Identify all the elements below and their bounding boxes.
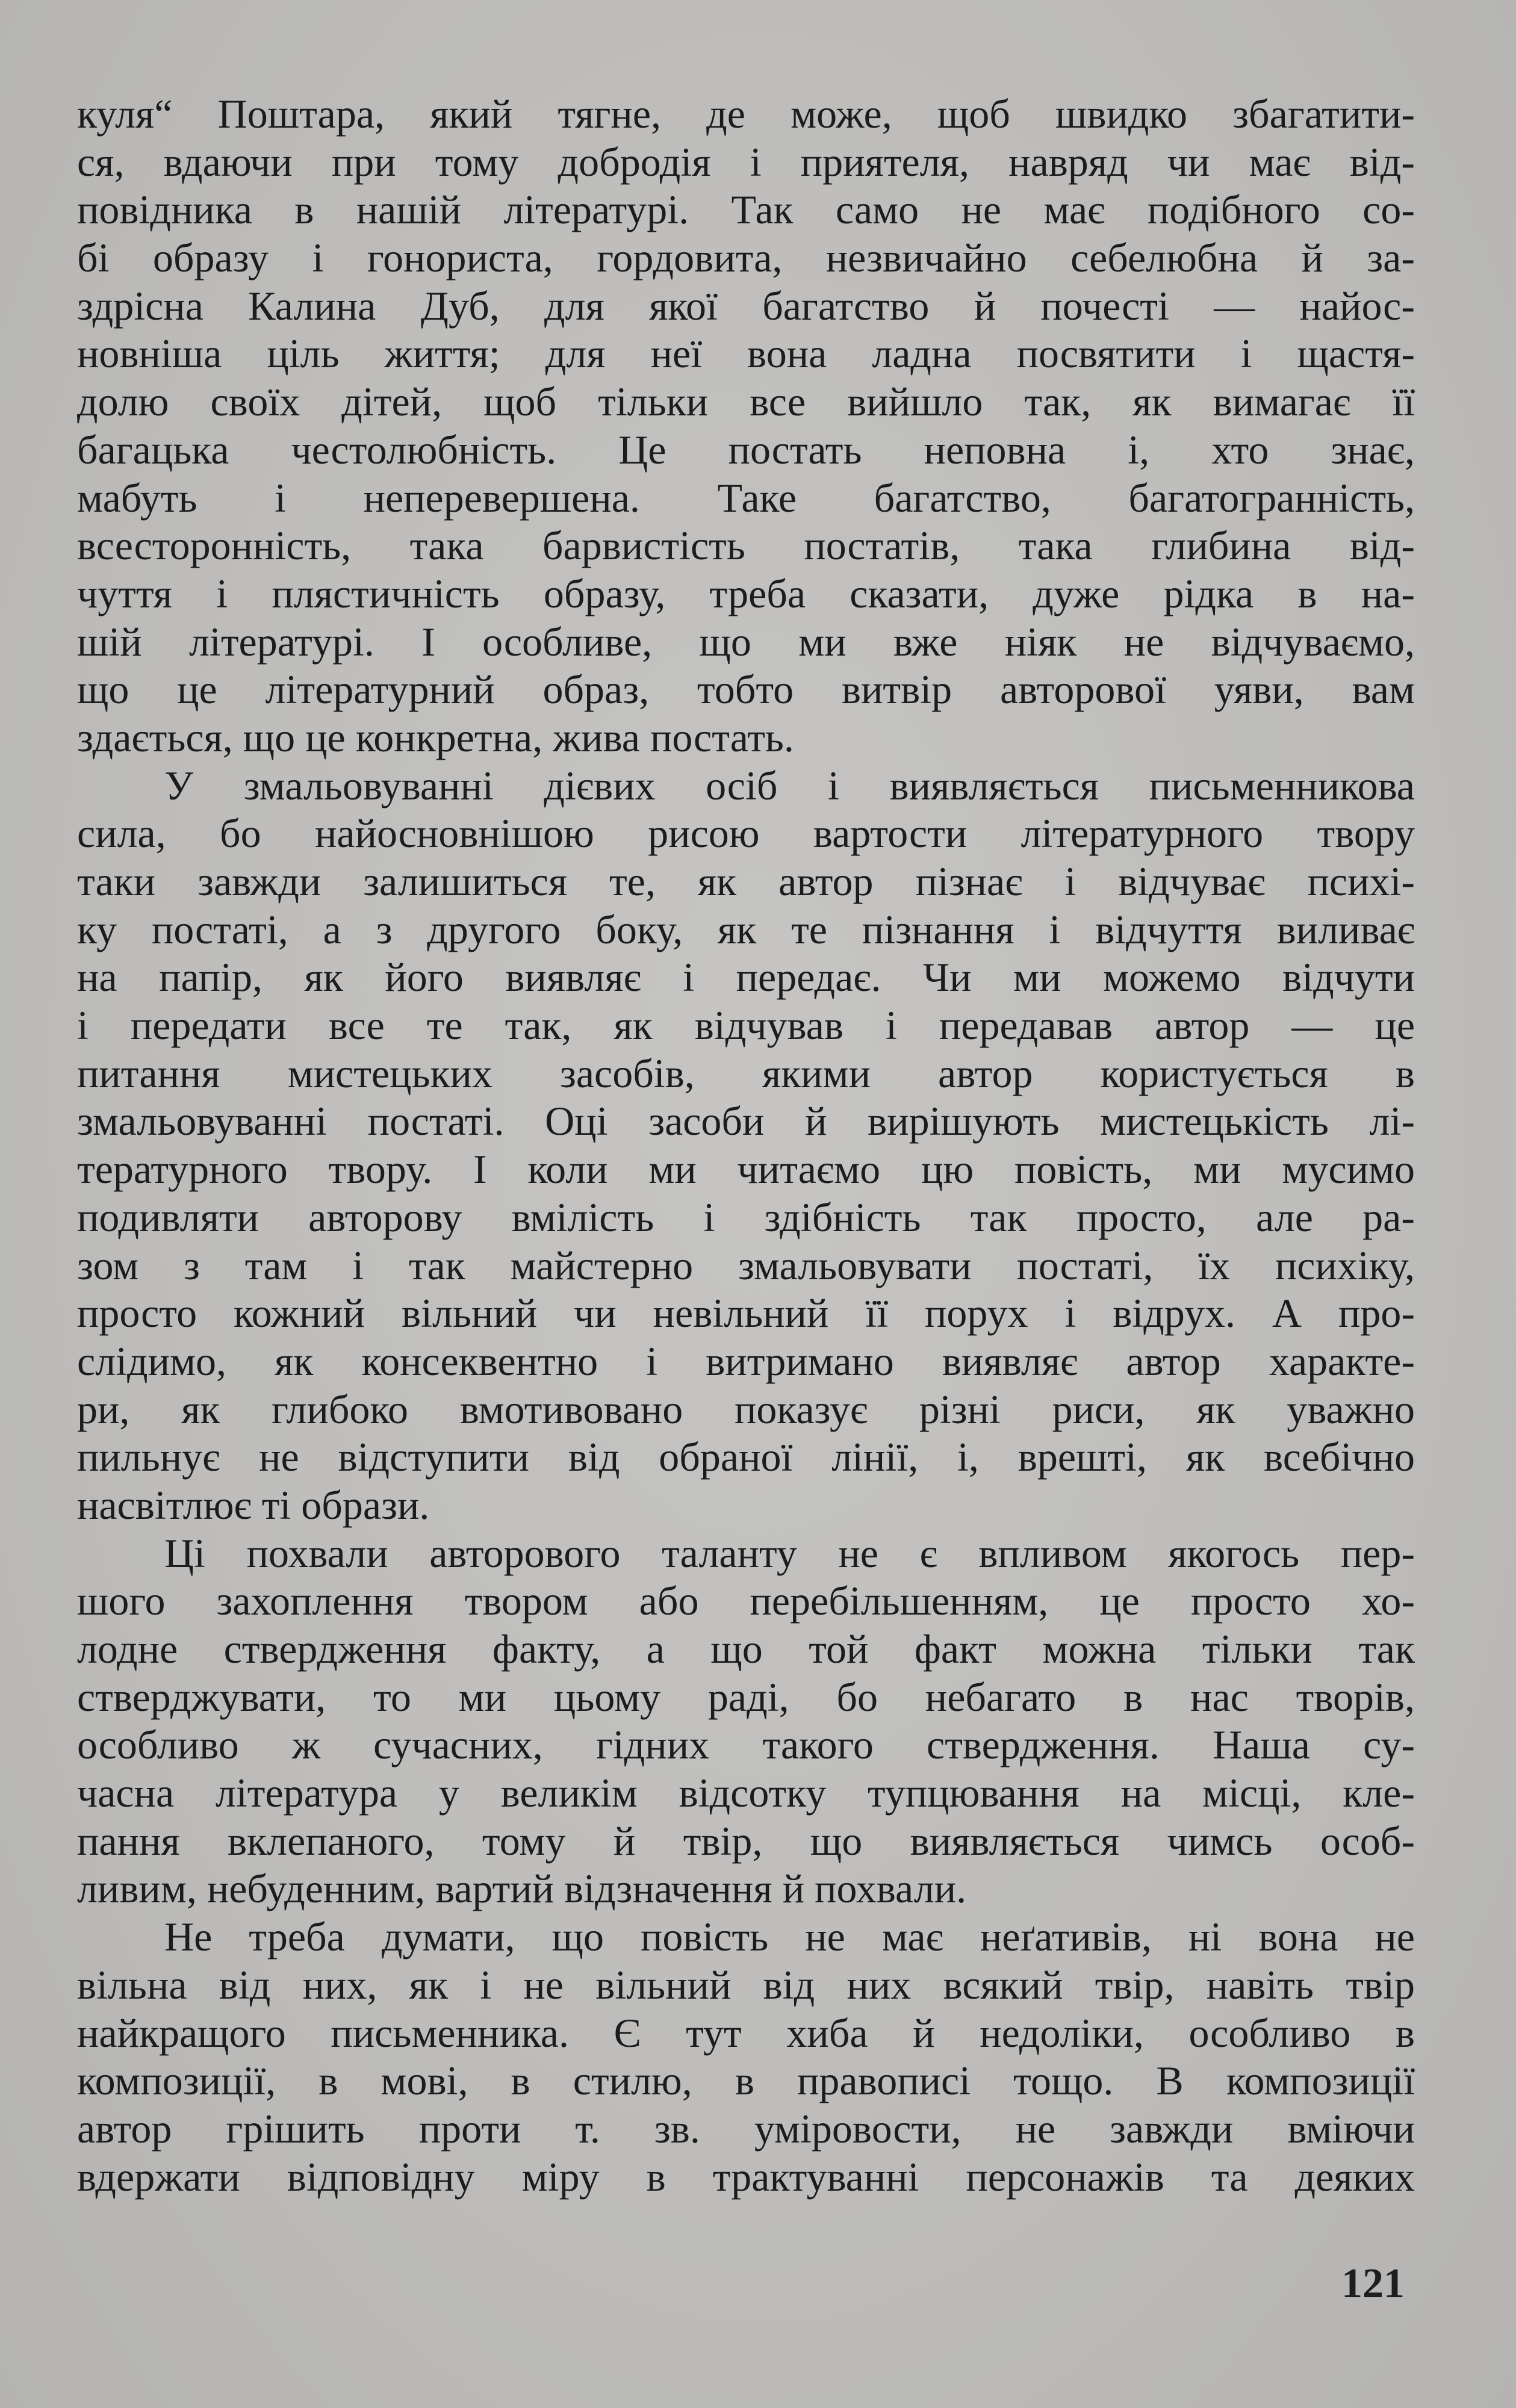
- paragraph: [77, 1530, 1415, 1914]
- text-line: багацька честолюбність. Це постать неповна і, хто знає,: [77, 426, 1415, 473]
- paragraph: [77, 90, 1415, 762]
- text-line: ри, як глибоко вмотивовано показує різні риси, як уважно: [77, 1386, 1415, 1432]
- text-line: найкращого письменника. Є тут хиба й недоліки, особливо в: [77, 2009, 1415, 2056]
- text-line: куля“ Поштара, який тягне, де може, щоб швидко збагатити-: [77, 91, 1415, 137]
- text-line: подивляти авторову вмілість і здібність так просто, але ра-: [77, 1194, 1415, 1240]
- text-line: таки завжди залишиться те, як автор пізнає і відчуває психі-: [77, 858, 1415, 904]
- text-line: бі образу і гонориста, гордовита, незвичайно себелюбна й за-: [77, 235, 1415, 281]
- text-line: композиції, в мові, в стилю, в правописі тощо. В композиції: [77, 2058, 1415, 2104]
- text-line: стверджувати, то ми цьому раді, бо небагато в нас творів,: [77, 1674, 1415, 1720]
- text-line: що це літературний образ, тобто витвір авторової уяви, вам: [77, 666, 1415, 713]
- text-line: ся, вдаючи при тому добродія і приятеля, навряд чи має від-: [77, 138, 1415, 185]
- text-line: У змальовуванні дієвих осіб і виявляється письменникова: [164, 762, 1415, 808]
- text-line: вдержати відповідну міру в трактуванні персонажів та деяких: [77, 2153, 1415, 2200]
- text-line: автор грішить проти т. зв. уміровости, не завжди вміючи: [77, 2105, 1415, 2152]
- text-line: тературного твору. І коли ми читаємо цю повість, ми мусимо: [77, 1146, 1415, 1193]
- text-line: змальовуванні постаті. Оці засоби й вирішують мистецькість лі-: [77, 1098, 1415, 1144]
- text-line: здається, що це конкретна, жива постать.: [77, 714, 794, 760]
- text-line: ливим, небуденним, вартий відзначення й похвали.: [77, 1866, 967, 1912]
- text-line: зом з там і так майстерно змальовувати постаті, їх психіку,: [77, 1242, 1415, 1288]
- text-line: Ці похвали авторового таланту не є впливом якогось пер-: [164, 1530, 1415, 1576]
- text-line: Не треба думати, що повість не має неґативів, ні вона не: [164, 1914, 1415, 1960]
- text-line: чуття і плястичність образу, треба сказати, дуже рідка в на-: [77, 570, 1415, 616]
- text-line: шого захоплення твором або перебільшенням, це просто хо-: [77, 1578, 1415, 1624]
- text-line: слідимо, як консеквентно і витримано виявляє автор характе-: [77, 1338, 1415, 1384]
- text-line: ку постаті, а з другого боку, як те пізнання і відчуття виливає: [77, 906, 1415, 952]
- text-line: пання вклепаного, тому й твір, що виявляється чимсь особ-: [77, 1817, 1415, 1864]
- text-line: часна література у великім відсотку тупцювання на місці, кле-: [77, 1770, 1415, 1816]
- text-line: насвітлює ті образи.: [77, 1482, 430, 1528]
- paragraph: [77, 1913, 1415, 2201]
- body-text: [77, 90, 1415, 2201]
- text-line: особливо ж сучасних, гідних такого ствердження. Наша су-: [77, 1722, 1415, 1768]
- paragraph: [77, 762, 1415, 1530]
- text-line: пильнує не відступити від обраної лінії, і, врешті, як всебічно: [77, 1434, 1415, 1480]
- text-line: і передати все те так, як відчував і передавав автор — це: [77, 1002, 1415, 1049]
- text-line: здрісна Калина Дуб, для якої багатство й почесті — найос-: [77, 282, 1415, 329]
- text-line: просто кожний вільний чи невільний її порух і відрух. А про-: [77, 1290, 1415, 1336]
- text-line: повідника в нашій літературі. Так само не має подібного со-: [77, 187, 1415, 233]
- text-line: всесторонність, така барвистість постатів, така глибина від-: [77, 523, 1415, 569]
- page-number: 121: [1341, 2261, 1405, 2307]
- text-line: питання мистецьких засобів, якими автор користується в: [77, 1050, 1415, 1096]
- text-line: мабуть і неперевершена. Таке багатство, багатогранність,: [77, 474, 1415, 521]
- text-line: на папір, як його виявляє і передає. Чи ми можемо відчути: [77, 954, 1415, 1001]
- text-line: шій літературі. І особливе, що ми вже ніяк не відчуваємо,: [77, 618, 1415, 665]
- text-line: долю своїх дітей, щоб тільки все вийшло так, як вимагає її: [77, 379, 1415, 425]
- text-line: вільна від них, як і не вільний від них всякий твір, навіть твір: [77, 1961, 1415, 2008]
- text-line: новніша ціль життя; для неї вона ладна посвятити і щастя-: [77, 330, 1415, 377]
- text-line: сила, бо найосновнішою рисою вартости літературного твору: [77, 810, 1415, 857]
- text-line: лодне ствердження факту, а що той факт можна тільки так: [77, 1626, 1415, 1672]
